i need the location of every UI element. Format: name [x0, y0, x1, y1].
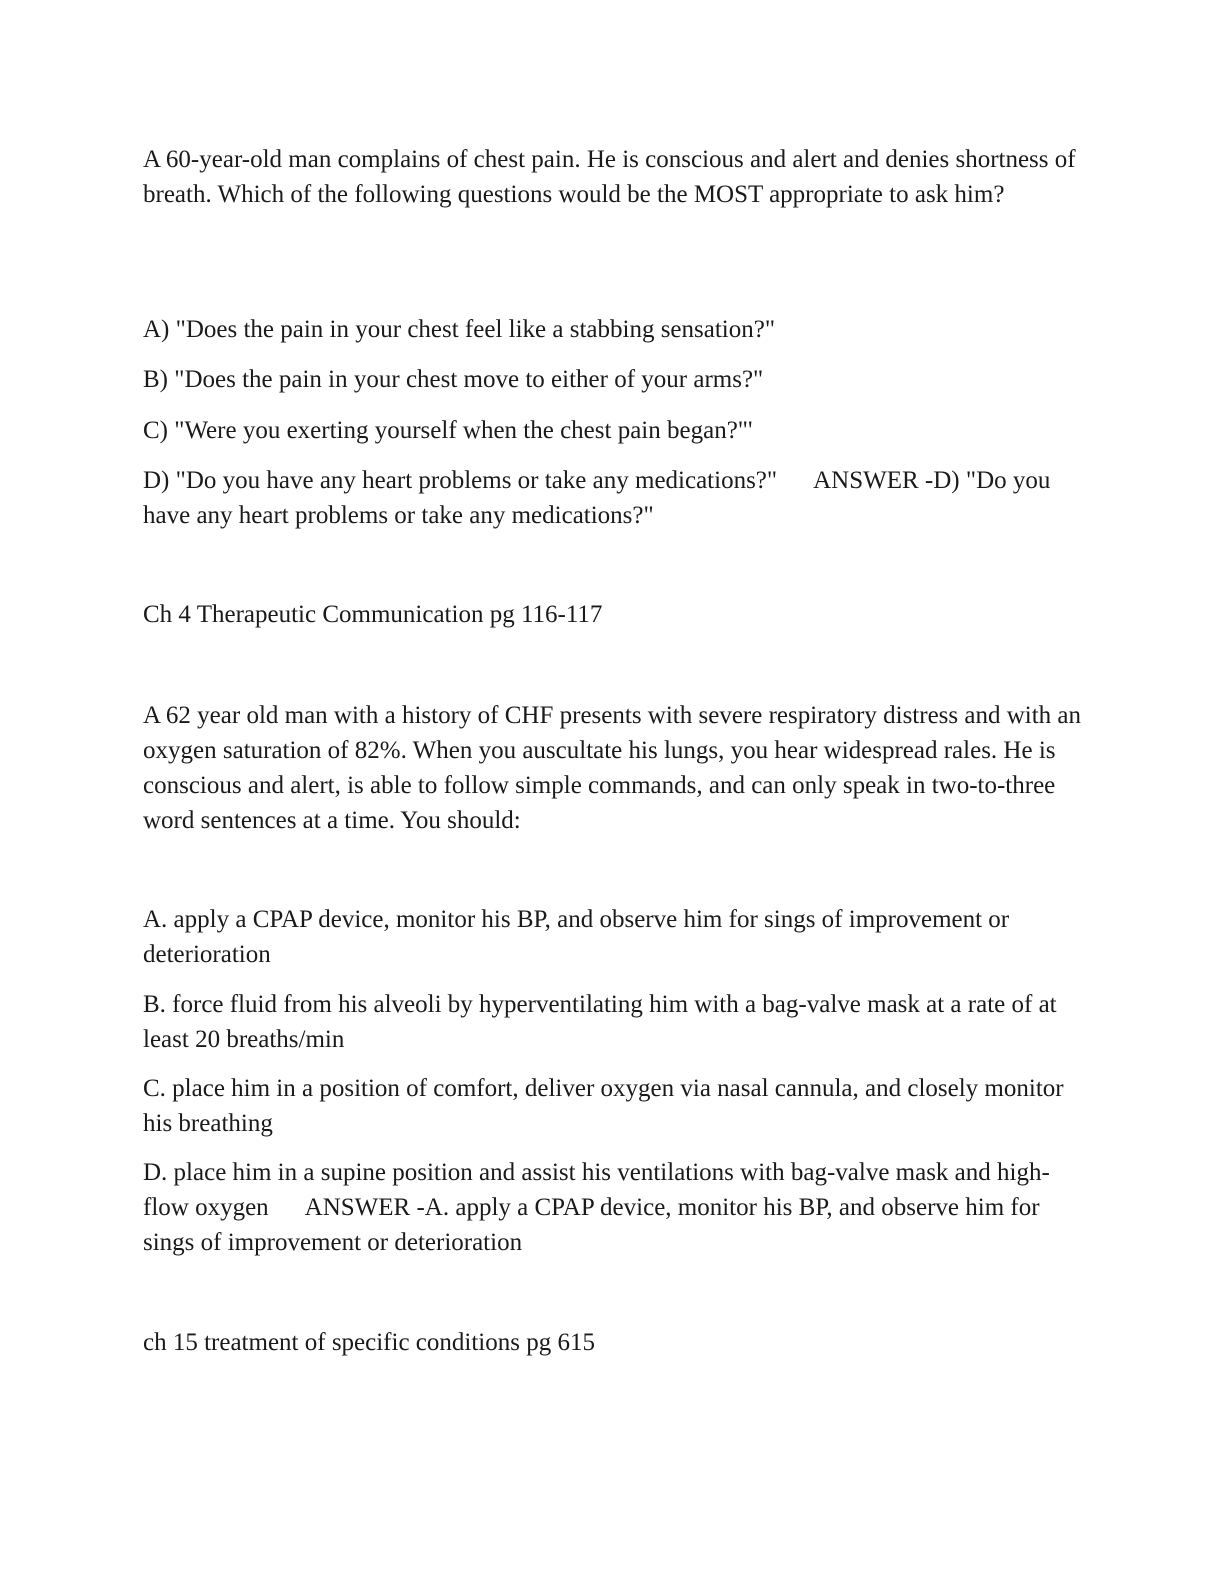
question-2-option-d: D. place him in a supine position and assist his ventilations with bag-valve mask and high-flow oxygen [143, 1159, 1050, 1221]
question-1-stem: A 60-year-old man complains of chest pain. He is conscious and alert and denies shortness of breath. Which of the following questions would be the MOST appropriate to ask him? [143, 146, 1076, 208]
question-2-option-a: A. apply a CPAP device, monitor his BP, and observe him for sings of improvement or deterioration [143, 906, 1010, 968]
question-2-option-b: B. force fluid from his alveoli by hyperventilating him with a bag-valve mask at a rate of at least 20 breaths/min [143, 991, 1057, 1053]
question-2-option-d-with-answer [143, 1155, 1083, 1260]
question-2-reference: ch 15 treatment of specific conditions pg 615 [143, 1329, 595, 1356]
question-1-reference: Ch 4 Therapeutic Communication pg 116-117 [143, 601, 603, 628]
question-1-answer: ANSWER -D) "Do you have any heart problems or take any medications?" [143, 467, 1051, 529]
question-1-option-d: D) "Do you have any heart problems or take any medications?" [143, 467, 778, 494]
question-2-option-c: C. place him in a position of comfort, deliver oxygen via nasal cannula, and closely monitor his breathing [143, 1075, 1064, 1137]
question-2-answer: ANSWER -A. apply a CPAP device, monitor his BP, and observe him for sings of improvement or deterioration [143, 1194, 1040, 1256]
question-1-option-a: A) "Does the pain in your chest feel like a stabbing sensation?" [143, 316, 776, 343]
question-2-stem: A 62 year old man with a history of CHF presents with severe respiratory distress and with an oxygen saturation of 82%. When you auscultate his lungs, you hear widespread rales. He is conscious and alert, is able to follow simple commands, and can only speak in two-to-three word sentences at a time. You should: [143, 702, 1082, 834]
question-1-option-b: B) "Does the pain in your chest move to either of your arms?" [143, 366, 764, 393]
question-1-option-c: C) "Were you exerting yourself when the chest pain began?"' [143, 417, 753, 444]
question-1-option-d-with-answer [143, 463, 1083, 533]
